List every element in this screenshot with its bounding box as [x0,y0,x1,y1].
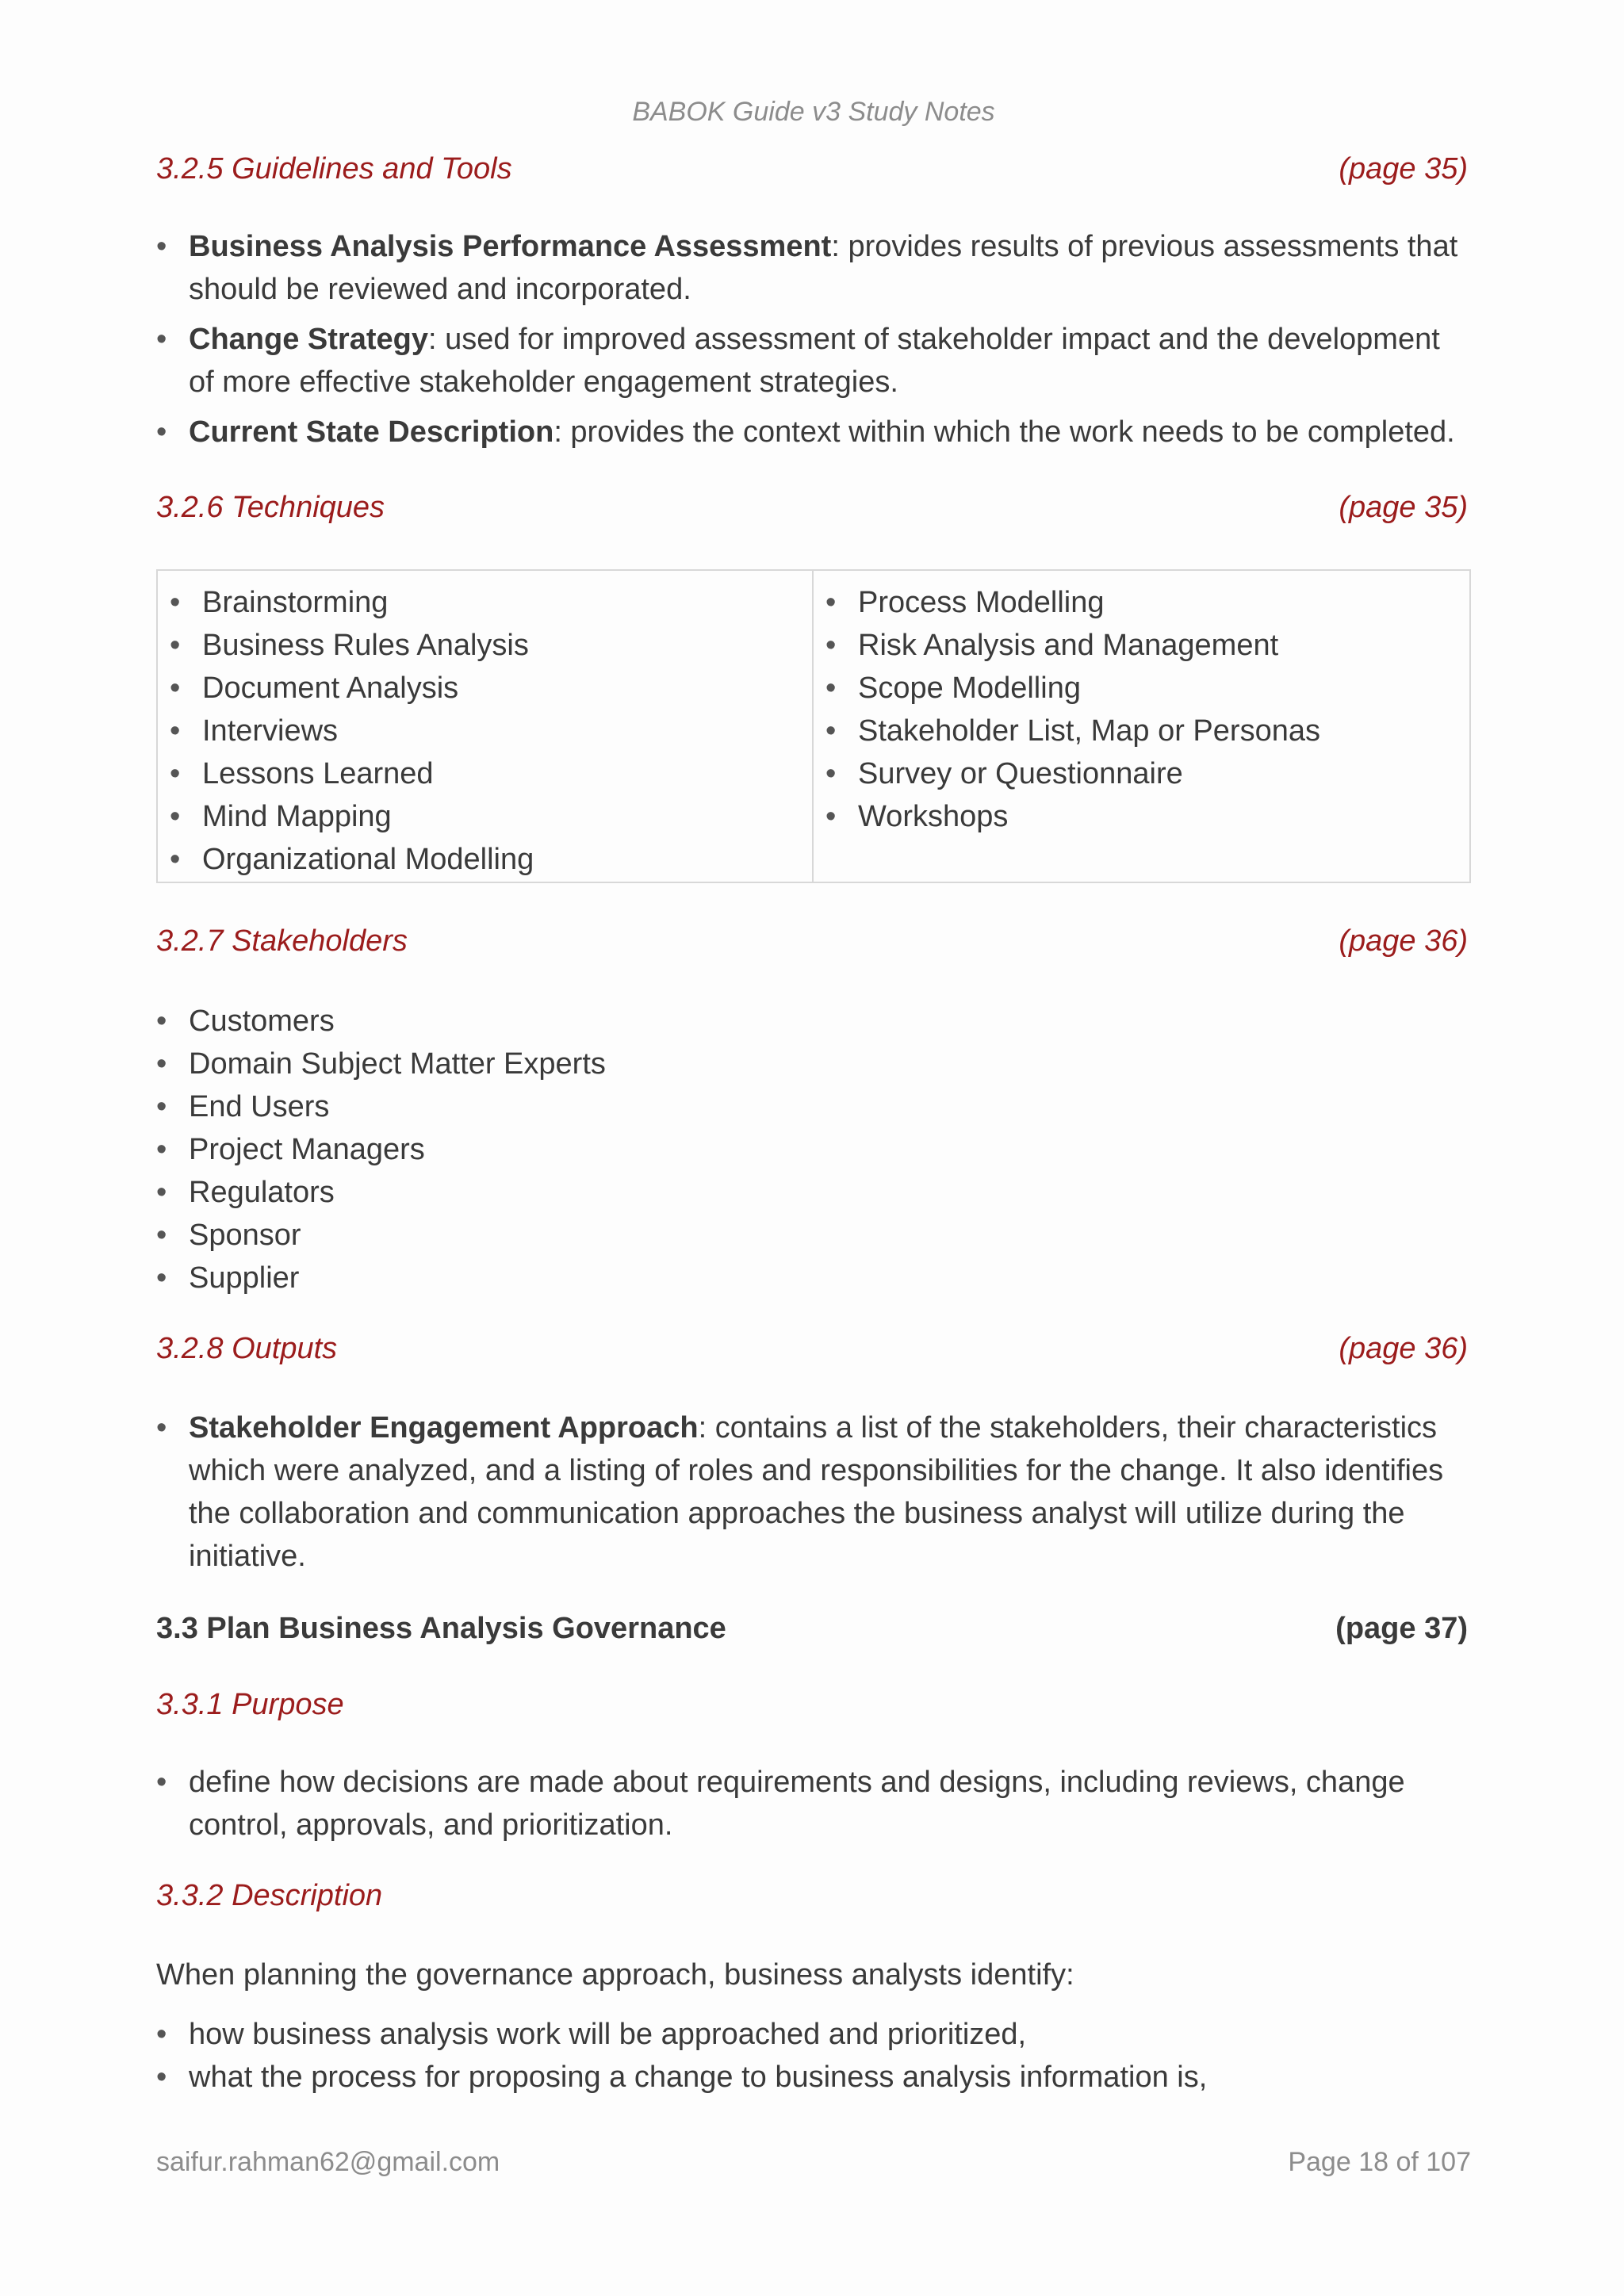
list-item: • Workshops [825,795,1469,838]
list-item: • Customers [156,1000,1473,1043]
section-heading-3-2-6 [156,491,1468,525]
page-footer [156,2147,1471,2178]
page-reference: (page 35) [1339,152,1468,186]
list-item: • Change Strategy: used for improved assessment of stakeholder impact and the development of more effective stakeholder engagement strategies. [156,318,1473,404]
techniques-table [156,569,1471,883]
list-item: • Scope Modelling [825,667,1469,710]
list-item: • Domain Subject Matter Experts [156,1043,1473,1085]
list-item: • Document Analysis [170,667,812,710]
list-item: • Current State Description: provides the context within which the work needs to be completed. [156,411,1473,453]
list-item: • Stakeholder Engagement Approach: contains a list of the stakeholders, their characteristics which were analyzed, and a listing of roles and responsibilities for the change. It also identifies the collaboration and communication approaches the business analyst will utilize during the initiative. [156,1406,1473,1578]
list-item: • Sponsor [156,1214,1473,1257]
list-item: • Brainstorming [170,581,812,624]
list-item: • Organizational Modelling [170,838,812,881]
section-heading-3-2-8 [156,1332,1468,1366]
footer-email: saifur.rahman62@gmail.com [156,2147,500,2177]
section-heading-3-3-2 [156,1879,1468,1913]
section-heading-3-2-7 [156,924,1468,959]
list-item: • what the process for proposing a change to business analysis information is, [156,2056,1473,2099]
list-item: • how business analysis work will be approached and prioritized, [156,2013,1473,2056]
footer-page-number: Page 18 of 107 [1288,2147,1471,2177]
section-title: 3.3.2 Description [156,1879,383,1912]
section-title: 3.2.5 Guidelines and Tools [156,152,512,186]
section-heading-3-3-1 [156,1688,1468,1722]
outputs-list [156,1406,1473,1585]
list-item: • Process Modelling [825,581,1469,624]
purpose-list [156,1761,1473,1854]
list-item: • Interviews [170,710,812,752]
section-heading-3-2-5 [156,152,1468,186]
list-item: • Regulators [156,1171,1473,1214]
techniques-column-right [814,571,1469,882]
list-item: • Risk Analysis and Management [825,624,1469,667]
section-title: 3.2.6 Techniques [156,491,385,524]
section-heading-3-3 [156,1612,1468,1646]
section-title: 3.2.7 Stakeholders [156,924,408,958]
section-title: 3.3.1 Purpose [156,1688,344,1721]
list-item: • Lessons Learned [170,752,812,795]
list-item: • Supplier [156,1257,1473,1299]
guidelines-tools-list [156,225,1473,461]
page-reference: (page 36) [1339,924,1468,958]
running-header: BABOK Guide v3 Study Notes [632,97,995,127]
description-intro: When planning the governance approach, business analysts identify: [156,1958,1074,1992]
page-reference: (page 35) [1339,491,1468,524]
section-title: 3.3 Plan Business Analysis Governance [156,1612,726,1645]
stakeholders-list [156,1000,1473,1299]
list-item: • Business Rules Analysis [170,624,812,667]
techniques-column-left [158,571,814,882]
section-title: 3.2.8 Outputs [156,1332,338,1365]
list-item: • Project Managers [156,1128,1473,1171]
list-item: • Mind Mapping [170,795,812,838]
page-reference: (page 36) [1339,1332,1468,1365]
list-item: • End Users [156,1085,1473,1128]
list-item: • Survey or Questionnaire [825,752,1469,795]
list-item: • Stakeholder List, Map or Personas [825,710,1469,752]
page-reference: (page 37) [1335,1612,1468,1645]
list-item: • define how decisions are made about requirements and designs, including reviews, change control, approvals, and prioritization. [156,1761,1473,1846]
description-list [156,2013,1473,2099]
list-item: • Business Analysis Performance Assessment: provides results of previous assessments that should be reviewed and incorporated. [156,225,1473,311]
